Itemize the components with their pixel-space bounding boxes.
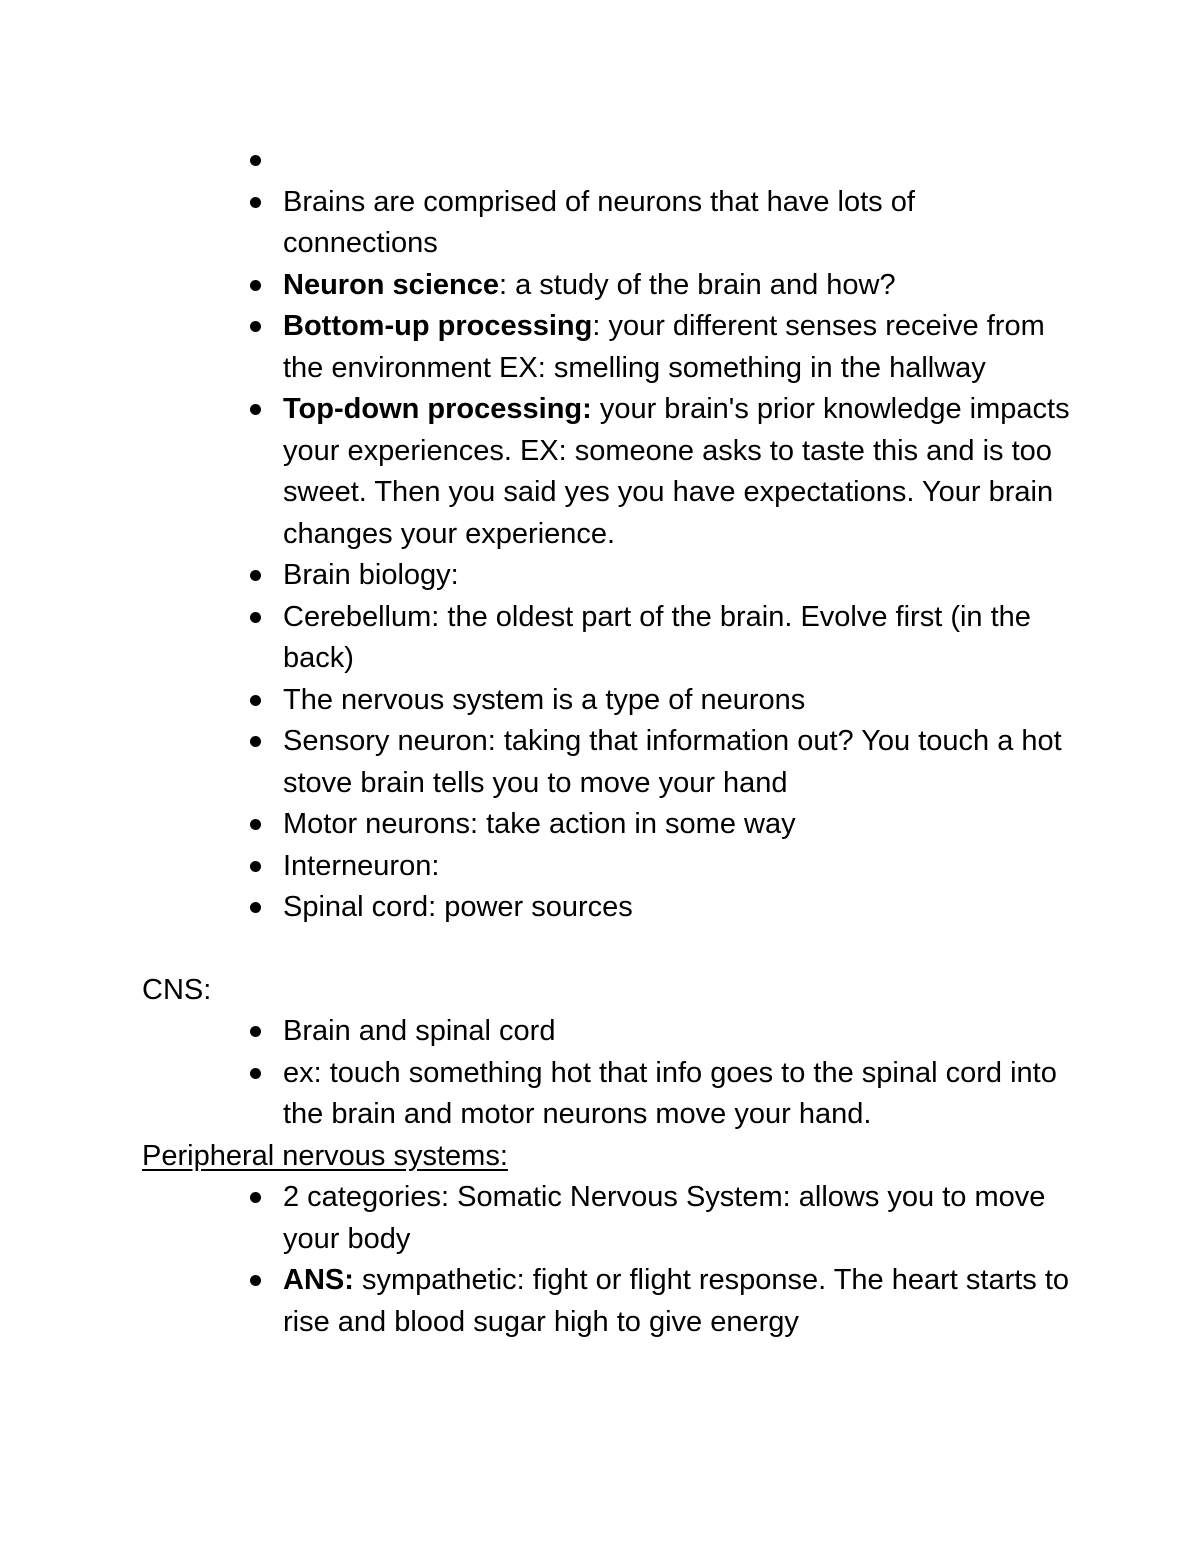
bullet-icon: [250, 1068, 261, 1079]
list-item: [0, 846, 1073, 888]
item-text: your brain's prior knowledge impacts your experiences. EX: someone asks to taste this and is too sweet. Then you said yes you have expectations. Your brain changes your experience.: [283, 393, 1070, 550]
bullet-icon: [250, 155, 261, 166]
bullet-icon: [250, 861, 261, 872]
bullet-icon: [250, 1275, 261, 1286]
bullet-icon: [250, 1026, 261, 1037]
list-item: [0, 597, 1073, 680]
item-text: 2 categories: Somatic Nervous System: allows you to move your body: [283, 1181, 1046, 1255]
item-text: Motor neurons: take action in some way: [283, 808, 796, 840]
list-item: [0, 680, 1073, 722]
term-bold: Neuron science: [283, 268, 499, 301]
bullet-icon: [250, 819, 261, 830]
cns-heading: CNS:: [142, 974, 212, 1006]
item-text: Brains are comprised of neurons that have lots of connections: [283, 185, 915, 259]
item-text: ex: touch something hot that info goes to the spinal cord into the brain and motor neurons move your hand.: [283, 1056, 1057, 1130]
list-item: [0, 1177, 1073, 1260]
term-bold: Bottom-up processing: [283, 310, 593, 342]
notes-list-1: [0, 140, 1200, 929]
list-item: [0, 555, 1073, 597]
bullet-icon: [250, 321, 261, 332]
bullet-icon: [250, 736, 261, 747]
bullet-list: [0, 1177, 1200, 1343]
list-item: [0, 1011, 1073, 1053]
item-text: The nervous system is a type of neurons: [283, 683, 806, 716]
list-item: [0, 887, 1073, 929]
list-item: [0, 265, 1073, 307]
bullet-icon: [250, 280, 261, 291]
list-item: [0, 804, 1073, 846]
bullet-icon: [250, 695, 261, 706]
item-text: Brain biology:: [283, 559, 459, 591]
bullet-icon: [250, 612, 261, 623]
item-text: : your different senses receive from the environment EX: smelling something in the hallway: [283, 310, 1045, 384]
list-item: [0, 140, 1073, 182]
notes-list-2: [0, 1011, 1200, 1136]
bullet-list: [0, 1011, 1200, 1136]
list-item: [0, 306, 1073, 389]
list-item: [0, 389, 1073, 555]
bullet-icon: [250, 197, 261, 208]
list-item: [0, 182, 1073, 265]
item-text: Cerebellum: the oldest part of the brain. Evolve first (in the back): [283, 600, 1031, 674]
term-bold: ANS:: [283, 1264, 354, 1296]
bullet-icon: [250, 570, 261, 581]
item-text: Brain and spinal cord: [283, 1015, 556, 1047]
item-text: Sensory neuron: taking that information out? You touch a hot stove brain tells you to move your hand: [283, 725, 1062, 799]
item-text: Spinal cord: power sources: [283, 891, 633, 923]
peripheral-heading: Peripheral nervous systems:: [142, 1140, 508, 1172]
list-item: [0, 1053, 1073, 1136]
item-text: Interneuron:: [283, 849, 440, 882]
bullet-icon: [250, 902, 261, 913]
bullet-icon: [250, 1192, 261, 1203]
bullet-icon: [250, 404, 261, 415]
bullet-list: [0, 140, 1200, 929]
item-text: sympathetic: fight or flight response. The heart starts to rise and blood sugar high to give energy: [283, 1264, 1070, 1338]
notes-list-3: [0, 1177, 1200, 1343]
term-bold: Top-down processing:: [283, 393, 592, 425]
list-item: [0, 1260, 1073, 1343]
list-item: [0, 721, 1073, 804]
item-text: : a study of the brain and how?: [498, 268, 896, 301]
